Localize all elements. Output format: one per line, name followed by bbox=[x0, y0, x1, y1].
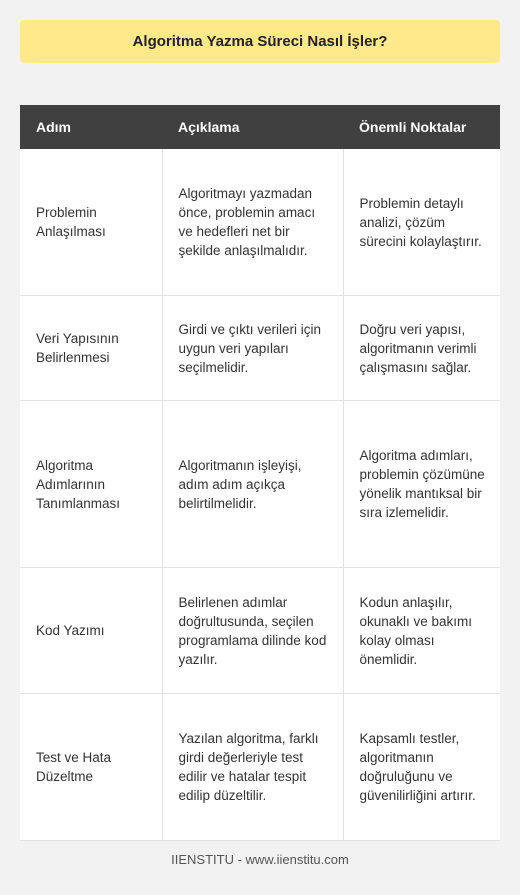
footer-credit: IIENSTITU - www.iienstitu.com bbox=[171, 852, 349, 867]
table-row bbox=[20, 296, 500, 401]
description-cell: Yazılan algoritma, farklı girdi değerleriyle test edilir ve hatalar tespit edilip düzeltilir. bbox=[162, 694, 343, 841]
description-cell: Algoritmayı yazmadan önce, problemin amacı ve hedefleri net bir şekilde anlaşılmalıdır. bbox=[162, 149, 343, 296]
table-row bbox=[20, 401, 500, 568]
key-points-cell: Kapsamlı testler, algoritmanın doğruluğunu ve güvenilirliğini artırır. bbox=[343, 694, 500, 841]
column-header-step: Adım bbox=[20, 105, 162, 149]
step-cell: Veri Yapısının Belirlenmesi bbox=[20, 296, 162, 401]
page-title: Algoritma Yazma Süreci Nasıl İşler? bbox=[20, 20, 500, 63]
description-cell: Algoritmanın işleyişi, adım adım açıkça belirtilmelidir. bbox=[162, 401, 343, 568]
table-header-row bbox=[20, 105, 500, 149]
column-header-description: Açıklama bbox=[162, 105, 343, 149]
steps-table bbox=[20, 105, 500, 841]
key-points-cell: Problemin detaylı analizi, çözüm sürecini kolaylaştırır. bbox=[343, 149, 500, 296]
description-cell: Girdi ve çıktı verileri için uygun veri yapıları seçilmelidir. bbox=[162, 296, 343, 401]
table-row bbox=[20, 568, 500, 694]
key-points-cell: Algoritma adımları, problemin çözümüne yönelik mantıksal bir sıra izlemelidir. bbox=[343, 401, 500, 568]
table-row bbox=[20, 149, 500, 296]
step-cell: Algoritma Adımlarının Tanımlanması bbox=[20, 401, 162, 568]
step-cell: Problemin Anlaşılması bbox=[20, 149, 162, 296]
column-header-key-points: Önemli Noktalar bbox=[343, 105, 500, 149]
key-points-cell: Kodun anlaşılır, okunaklı ve bakımı kolay olması önemlidir. bbox=[343, 568, 500, 694]
description-cell: Belirlenen adımlar doğrultusunda, seçilen programlama dilinde kod yazılır. bbox=[162, 568, 343, 694]
table-row bbox=[20, 694, 500, 841]
key-points-cell: Doğru veri yapısı, algoritmanın verimli çalışmasını sağlar. bbox=[343, 296, 500, 401]
step-cell: Test ve Hata Düzeltme bbox=[20, 694, 162, 841]
step-cell: Kod Yazımı bbox=[20, 568, 162, 694]
